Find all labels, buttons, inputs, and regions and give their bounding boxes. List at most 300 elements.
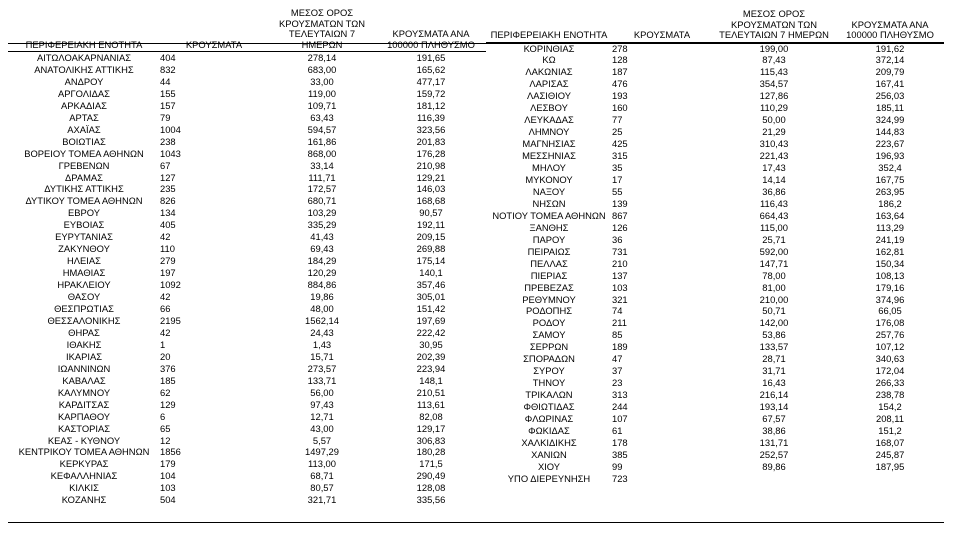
cell-cases: 65 [160, 422, 171, 434]
table-row [8, 494, 486, 506]
cell-avg7: 142,00 [759, 317, 789, 329]
cell-avg7: 252,57 [759, 448, 789, 460]
cell-per100k: 241,19 [875, 233, 905, 245]
cell-region: ΚΑΡΔΙΤΣΑΣ [58, 398, 110, 410]
cell-per100k: 165,62 [416, 63, 446, 75]
cell-avg7: 53,86 [762, 329, 786, 341]
cell-per100k: 305,01 [416, 291, 446, 303]
cell-cases: 44 [160, 75, 171, 87]
cell-avg7: 63,43 [310, 111, 334, 123]
cell-avg7: 19,86 [310, 291, 334, 303]
cell-cases: 279 [160, 255, 176, 267]
cell-cases: 731 [612, 245, 628, 257]
cell-region: ΠΡΕΒΕΖΑΣ [524, 281, 574, 293]
cell-per100k: 191,65 [416, 52, 446, 63]
cell-region: ΑΡΚΑΔΙΑΣ [61, 99, 107, 111]
cell-cases: 103 [160, 482, 176, 494]
table-row [8, 387, 486, 399]
table-row [8, 207, 486, 219]
table-row [486, 138, 944, 150]
cell-cases: 1856 [160, 446, 181, 458]
right-header-avg7: ΜΕΣΟΣ ΟΡΟΣ ΚΡΟΥΣΜΑΤΩΝ ΤΩΝ ΤΕΛΕΥΤΑΙΩΝ 7 ΗΜΕΡΩΝ [719, 8, 829, 40]
cell-avg7: 31,71 [762, 365, 786, 377]
table-row [486, 90, 944, 102]
cell-per100k: 90,57 [419, 207, 443, 219]
cell-cases: 79 [160, 111, 171, 123]
cell-cases: 107 [612, 413, 628, 425]
right-header-cases: ΚΡΟΥΣΜΑΤΑ [633, 29, 691, 40]
table-row [486, 401, 944, 413]
left-header-cases: ΚΡΟΥΣΜΑΤΑ [185, 38, 243, 50]
table-row [8, 64, 486, 76]
cell-per100k: 107,12 [875, 341, 905, 353]
cell-avg7: 133,57 [759, 341, 789, 353]
cell-region: ΚΙΛΚΙΣ [69, 482, 99, 494]
cell-region: ΚΑΒΑΛΑΣ [62, 374, 106, 386]
header-rule [8, 43, 944, 44]
cell-cases: 826 [160, 195, 176, 207]
table-row [8, 446, 486, 458]
cell-cases: 376 [160, 362, 176, 374]
cell-per100k: 256,03 [875, 90, 905, 102]
table-row [8, 375, 486, 387]
table-row [486, 270, 944, 282]
cell-per100k: 171,5 [419, 458, 443, 470]
cell-per100k: 167,75 [875, 173, 905, 185]
cell-region: ΕΥΒΟΙΑΣ [63, 219, 105, 231]
table-row [8, 112, 486, 124]
cell-avg7: 1,43 [312, 338, 332, 350]
cell-per100k: 108,13 [875, 269, 905, 281]
cell-region: ΧΑΛΚΙΔΙΚΗΣ [521, 436, 577, 448]
cell-per100k: 477,17 [416, 75, 446, 87]
cell-per100k: 186,2 [878, 197, 902, 209]
cell-per100k: 154,2 [878, 401, 902, 413]
cell-region: ΗΜΑΘΙΑΣ [62, 267, 106, 279]
cell-cases: 160 [612, 102, 628, 114]
cell-avg7: 14,14 [762, 173, 786, 185]
cell-cases: 74 [612, 305, 623, 317]
cell-cases: 129 [160, 398, 176, 410]
cell-avg7: 335,29 [307, 219, 337, 231]
table-row [8, 76, 486, 88]
cell-per100k: 266,33 [875, 377, 905, 389]
cell-avg7: 43,00 [310, 422, 334, 434]
cell-region: ΣΠΟΡΑΔΩΝ [523, 353, 575, 365]
cell-avg7: 67,57 [762, 413, 786, 425]
cell-per100k: 340,63 [875, 353, 905, 365]
cell-avg7: 199,00 [759, 42, 789, 54]
cell-region: ΞΑΝΘΗΣ [529, 221, 569, 233]
cell-cases: 504 [160, 494, 176, 506]
cell-cases: 23 [612, 377, 623, 389]
cell-region: ΔΥΤΙΚΟΥ ΤΟΜΕΑ ΑΘΗΝΩΝ [25, 195, 143, 207]
table-row [8, 339, 486, 351]
cell-region: ΜΕΣΣΗΝΙΑΣ [522, 150, 576, 162]
cell-region: ΘΑΣΟΥ [67, 291, 101, 303]
cell-avg7: 38,86 [762, 425, 786, 436]
cell-avg7: 1562,14 [305, 314, 339, 326]
cell-per100k: 181,12 [416, 99, 446, 111]
table-row [8, 291, 486, 303]
cell-per100k: 222,42 [416, 326, 446, 338]
table-row [486, 425, 944, 437]
cell-region: ΚΕΦΑΛΛΗΝΙΑΣ [50, 470, 118, 482]
cell-avg7: 172,57 [307, 183, 337, 195]
cell-region: ΠΙΕΡΙΑΣ [530, 269, 568, 281]
cell-region: ΧΙΟΥ [537, 460, 561, 472]
table-row [8, 279, 486, 291]
cell-cases: 235 [160, 183, 176, 195]
cell-region: ΚΟΖΑΝΗΣ [61, 494, 107, 506]
cell-cases: 42 [160, 326, 171, 338]
cell-per100k: 172,04 [875, 365, 905, 377]
cell-per100k: 223,94 [416, 362, 446, 374]
cell-per100k: 210,51 [416, 386, 446, 398]
cell-region: ΝΟΤΙΟΥ ΤΟΜΕΑ ΑΘΗΝΩΝ [492, 209, 606, 221]
bottom-rule [8, 522, 944, 523]
table-row [486, 114, 944, 126]
right-header-per100k: ΚΡΟΥΣΜΑΤΑ ΑΝΑ 100000 ΠΛΗΘΥΣΜΟ [846, 18, 934, 40]
cell-avg7: 89,86 [762, 460, 786, 472]
table-row [8, 160, 486, 172]
cell-per100k: 223,67 [875, 138, 905, 150]
table-row [8, 351, 486, 363]
cell-avg7: 321,71 [307, 494, 337, 506]
cell-region: ΤΡΙΚΑΛΩΝ [525, 389, 573, 401]
table-row [8, 136, 486, 148]
cell-cases: 1092 [160, 279, 181, 291]
cell-region: ΑΧΑΪΑΣ [67, 123, 101, 135]
cell-per100k: 197,69 [416, 314, 446, 326]
cell-region: ΕΒΡΟΥ [67, 207, 100, 219]
cell-per100k: 159,72 [416, 87, 446, 99]
cell-region: ΚΕΡΚΥΡΑΣ [59, 458, 109, 470]
cell-avg7: 33,14 [310, 159, 334, 171]
table-row [8, 482, 486, 494]
table-row [486, 461, 944, 473]
cell-per100k: 306,83 [416, 434, 446, 446]
cell-per100k: 30,95 [419, 338, 443, 350]
cell-cases: 139 [612, 197, 628, 209]
cell-per100k [836, 473, 944, 485]
cell-avg7: 110,29 [760, 102, 788, 114]
cell-region: ΛΗΜΝΟΥ [528, 126, 570, 138]
cell-per100k: 357,46 [416, 279, 446, 291]
cell-per100k: 163,64 [875, 209, 905, 221]
cell-cases: 36 [612, 233, 623, 245]
cell-per100k: 151,42 [416, 303, 446, 315]
cell-cases: 404 [160, 52, 176, 63]
cell-region: ΜΥΚΟΝΟΥ [525, 173, 573, 185]
cell-avg7: 868,00 [307, 147, 337, 159]
cell-per100k: 187,95 [875, 460, 905, 472]
cell-region: ΛΕΣΒΟΥ [530, 102, 568, 114]
cell-cases: 867 [612, 209, 628, 221]
cell-avg7: 161,86 [307, 135, 337, 147]
table-row [8, 470, 486, 482]
cell-avg7: 193,14 [759, 401, 789, 413]
cell-cases: 832 [160, 63, 176, 75]
cell-cases: 127 [160, 171, 176, 183]
cell-cases: 47 [612, 353, 623, 365]
table-row [486, 198, 944, 210]
table-row [8, 243, 486, 255]
table-row [486, 54, 944, 66]
table-row [8, 88, 486, 100]
cell-region: ΑΡΓΟΛΙΔΑΣ [58, 87, 110, 99]
table-row [486, 473, 944, 485]
table-row [486, 222, 944, 234]
cell-per100k: 168,07 [875, 436, 905, 448]
cell-per100k: 151,2 [878, 425, 902, 436]
table-row [8, 267, 486, 279]
cell-region: ΙΚΑΡΙΑΣ [65, 350, 103, 362]
cell-cases: 197 [160, 267, 176, 279]
cell-region: ΑΝΑΤΟΛΙΚΗΣ ΑΤΤΙΚΗΣ [34, 63, 134, 75]
cell-cases: 62 [160, 386, 171, 398]
cell-avg7: 17,43 [762, 162, 786, 174]
cell-cases: 35 [612, 162, 623, 174]
cell-per100k: 323,56 [416, 123, 446, 135]
cell-avg7: 87,43 [762, 54, 786, 66]
cell-avg7: 56,00 [310, 386, 334, 398]
table-row [486, 246, 944, 258]
cell-per100k: 209,15 [416, 231, 446, 243]
cell-per100k: 202,39 [416, 350, 446, 362]
cell-cases: 723 [612, 472, 628, 484]
cell-region: ΣΑΜΟΥ [532, 329, 566, 341]
table-row [486, 282, 944, 294]
cell-region: ΛΑΚΩΝΙΑΣ [525, 66, 573, 78]
cell-avg7: 680,71 [307, 195, 337, 207]
cell-cases: 278 [612, 42, 628, 54]
cell-per100k: 179,16 [875, 281, 905, 293]
table-row [486, 437, 944, 449]
cell-cases: 157 [160, 99, 176, 111]
cell-per100k: 175,14 [416, 255, 446, 267]
cell-avg7: 48,00 [310, 303, 334, 315]
cell-avg7: 113,00 [308, 458, 336, 470]
cell-avg7: 5,57 [312, 434, 332, 446]
cell-region: ΒΟΙΩΤΙΑΣ [62, 135, 106, 147]
table-row [8, 195, 486, 207]
cell-region: ΚΩ [542, 54, 556, 66]
left-header-row [8, 8, 486, 52]
cell-cases: 155 [160, 87, 176, 99]
cell-cases: 178 [612, 436, 628, 448]
cell-avg7: 310,43 [759, 138, 789, 150]
cell-per100k: 129,17 [416, 422, 446, 434]
cell-cases: 2195 [160, 314, 181, 326]
table-row [486, 258, 944, 270]
cell-avg7: 97,43 [310, 398, 334, 410]
cell-cases: 37 [612, 365, 623, 377]
cell-avg7: 33,00 [310, 75, 334, 87]
cell-region: ΠΑΡΟΥ [532, 233, 566, 245]
cell-cases: 126 [612, 221, 628, 233]
cell-avg7: 50,71 [762, 305, 786, 317]
cell-cases: 99 [612, 460, 623, 472]
table-row [8, 423, 486, 435]
cell-per100k: 82,08 [419, 410, 443, 422]
cell-region: ΧΑΝΙΩΝ [531, 448, 567, 460]
cell-region: ΔΡΑΜΑΣ [65, 171, 103, 183]
left-header-region: ΠΕΡΙΦΕΡΕΙΑΚΗ ΕΝΟΤΗΤΑ [25, 38, 143, 50]
cell-region: ΤΗΝΟΥ [532, 377, 566, 389]
table-row [486, 353, 944, 365]
table-row [8, 183, 486, 195]
cell-cases: 20 [160, 350, 171, 362]
cell-cases: 313 [612, 389, 628, 401]
cell-avg7: 69,43 [310, 243, 334, 255]
table-row [8, 435, 486, 447]
cell-cases: 137 [612, 269, 628, 281]
cell-avg7: 81,00 [762, 281, 786, 293]
cell-per100k: 208,11 [876, 413, 904, 425]
cell-region: ΙΩΑΝΝΙΝΩΝ [57, 362, 111, 374]
cell-per100k: 269,88 [416, 243, 446, 255]
cell-per100k: 66,05 [878, 305, 902, 317]
cell-cases: 1004 [160, 123, 181, 135]
cell-region: ΦΛΩΡΙΝΑΣ [524, 413, 574, 425]
cell-per100k: 257,76 [875, 329, 905, 341]
cell-per100k: 335,56 [416, 494, 446, 506]
cell-region: ΗΛΕΙΑΣ [67, 255, 101, 267]
cell-cases: 17 [612, 173, 623, 185]
cell-avg7: 78,00 [762, 269, 786, 281]
cell-avg7: 273,57 [307, 362, 337, 374]
cell-region: ΚΕΝΤΡΙΚΟΥ ΤΟΜΕΑ ΑΘΗΝΩΝ [18, 446, 150, 458]
cell-avg7: 184,29 [307, 255, 337, 267]
cell-region: ΜΑΓΝΗΣΙΑΣ [522, 138, 576, 150]
table-row [8, 315, 486, 327]
cell-per100k: 324,99 [875, 114, 905, 126]
table-row [8, 148, 486, 160]
cell-avg7: 24,43 [310, 326, 334, 338]
cell-region: ΦΩΚΙΔΑΣ [528, 425, 570, 436]
cell-per100k: 374,96 [875, 293, 905, 305]
cell-avg7: 115,00 [760, 221, 788, 233]
cell-region: ΝΑΞΟΥ [532, 185, 566, 197]
cell-cases: 128 [612, 54, 628, 66]
cell-cases: 104 [160, 470, 176, 482]
cell-per100k: 192,11 [417, 219, 445, 231]
left-region-table [8, 8, 486, 506]
cell-avg7: 664,43 [759, 209, 789, 221]
cell-per100k: 113,61 [417, 398, 445, 410]
cell-cases: 1 [160, 338, 166, 350]
cell-region: ΣΥΡΟΥ [533, 365, 565, 377]
cell-per100k: 167,41 [875, 78, 905, 90]
cell-per100k: 146,03 [416, 183, 446, 195]
table-row [486, 102, 944, 114]
cell-region: ΓΡΕΒΕΝΩΝ [58, 159, 110, 171]
cell-region: ΒΟΡΕΙΟΥ ΤΟΜΕΑ ΑΘΗΝΩΝ [24, 147, 144, 159]
cell-cases: 1043 [160, 147, 181, 159]
table-row [8, 219, 486, 231]
cell-avg7: 127,86 [759, 90, 789, 102]
cell-cases: 25 [612, 126, 623, 138]
table-row [8, 411, 486, 423]
table-row [8, 255, 486, 267]
cell-region: ΛΑΡΙΣΑΣ [529, 78, 569, 90]
cell-per100k: 144,83 [875, 126, 905, 138]
cell-per100k: 263,95 [875, 185, 905, 197]
cell-per100k: 196,93 [875, 150, 905, 162]
cell-cases: 211 [612, 317, 627, 329]
table-row [486, 329, 944, 341]
cell-per100k: 245,87 [875, 448, 905, 460]
cell-cases: 66 [160, 303, 171, 315]
cell-avg7: 109,71 [307, 99, 337, 111]
cell-per100k: 372,14 [875, 54, 905, 66]
table-row [486, 66, 944, 78]
cell-cases: 385 [612, 448, 628, 460]
cell-cases: 189 [612, 341, 628, 353]
right-header-region: ΠΕΡΙΦΕΡΕΙΑΚΗ ΕΝΟΤΗΤΑ [490, 29, 608, 40]
cell-cases: 315 [612, 150, 628, 162]
cell-cases: 42 [160, 231, 171, 243]
cell-avg7: 50,00 [762, 114, 786, 126]
cell-per100k: 148,1 [419, 374, 443, 386]
cell-avg7: 221,43 [759, 150, 789, 162]
cell-per100k: 191,62 [875, 42, 905, 54]
cell-per100k: 176,08 [875, 317, 905, 329]
table-row [486, 162, 944, 174]
cell-region: ΘΕΣΠΡΩΤΙΑΣ [54, 303, 114, 315]
left-header-avg7: ΜΕΣΟΣ ΟΡΟΣ ΚΡΟΥΣΜΑΤΩΝ ΤΩΝ ΤΕΛΕΥΤΑΙΩΝ 7 ΗΜΕΡΩΝ [278, 8, 366, 50]
table-row [8, 458, 486, 470]
cell-region: ΚΟΡΙΝΘΙΑΣ [523, 42, 575, 54]
cell-cases: 405 [160, 219, 176, 231]
cell-per100k: 352,4 [878, 162, 902, 174]
table-row [486, 126, 944, 138]
table-row [8, 363, 486, 375]
cell-region: ΚΕΑΣ - ΚΥΘΝΟΥ [47, 434, 121, 446]
table-row [486, 449, 944, 461]
cell-avg7: 28,71 [762, 353, 786, 365]
cell-per100k: 201,83 [416, 135, 446, 147]
right-region-table [486, 8, 944, 485]
cell-region: ΦΘΙΩΤΙΔΑΣ [523, 401, 575, 413]
cell-cases: 187 [612, 66, 628, 78]
cell-region: ΣΕΡΡΩΝ [529, 341, 569, 353]
cell-region: ΜΗΛΟΥ [532, 162, 566, 174]
cell-region: ΡΕΘΥΜΝΟΥ [522, 293, 576, 305]
cell-region: ΔΥΤΙΚΗΣ ΑΤΤΙΚΗΣ [44, 183, 124, 195]
cell-region: ΘΕΣΣΑΛΟΝΙΚΗΣ [47, 314, 121, 326]
table-row [486, 377, 944, 389]
table-row [8, 52, 486, 64]
cell-cases: 77 [612, 114, 623, 126]
cell-avg7: 15,71 [310, 350, 334, 362]
cell-avg7: 25,71 [762, 233, 786, 245]
cell-avg7: 103,29 [307, 207, 337, 219]
cell-cases: 193 [612, 90, 628, 102]
table-row [8, 327, 486, 339]
table-row [486, 150, 944, 162]
cell-region: ΝΗΣΩΝ [532, 197, 566, 209]
cell-avg7: 111,71 [308, 171, 336, 183]
cell-region: ΚΑΡΠΑΘΟΥ [57, 410, 111, 422]
cell-region: ΠΕΙΡΑΙΩΣ [527, 245, 571, 257]
cell-region: ΑΡΤΑΣ [69, 111, 99, 123]
cell-avg7: 41,43 [310, 231, 334, 243]
cell-avg7: 278,14 [307, 52, 337, 63]
cell-region: ΕΥΡΥΤΑΝΙΑΣ [55, 231, 113, 243]
cell-cases: 210 [612, 257, 628, 269]
